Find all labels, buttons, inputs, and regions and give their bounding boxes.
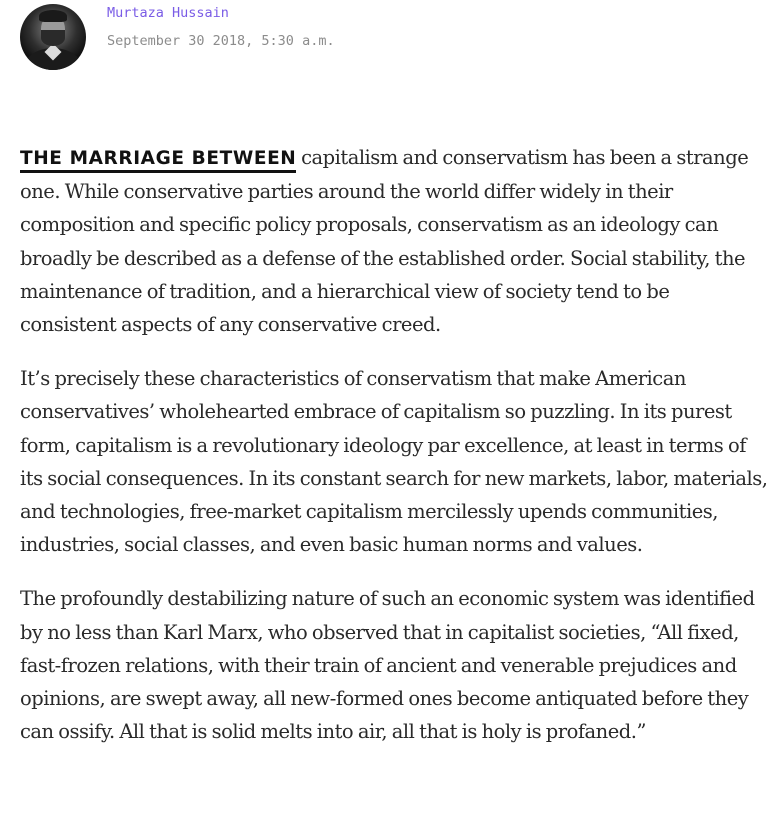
article-paragraph-3: The profoundly destabilizing nature of such an economic system was identified by no less than Karl Marx, who observed that in capitalist societies, “All fixed, fast-frozen relations, with their train of ancient and venerable prejudices and opinions, are swept away, all new-formed ones become antiquated before they can ossify. All that is solid melts into air, all that is holy is profaned.” bbox=[20, 587, 755, 744]
avatar-hair bbox=[39, 10, 67, 22]
author-name-link[interactable]: Murtaza Hussain bbox=[107, 5, 229, 21]
author-byline bbox=[20, 4, 335, 70]
avatar-beard bbox=[41, 30, 65, 46]
article-body bbox=[20, 141, 770, 769]
paragraph-1-text: capitalism and conservatism has been a strange one. While conservative parties around the world differ widely in their composition and specific policy proposals, conservatism as an ideology can broadly be described as a defense of the established order. Social stability, the maintenance of tradition, and a hierarchical view of society tend to be consistent aspects of any conservative creed. bbox=[20, 146, 749, 337]
publish-date: September 30 2018, 5:30 a.m. bbox=[107, 33, 335, 49]
author-avatar[interactable] bbox=[20, 4, 86, 70]
article-paragraph-1 bbox=[20, 141, 770, 341]
lead-in-text: THE MARRIAGE BETWEEN bbox=[20, 148, 296, 173]
byline-text bbox=[107, 4, 335, 50]
article-paragraph-2: It’s precisely these characteristics of conservatism that make American conservatives’ wholehearted embrace of capitalism so puzzling. In its purest form, capitalism is a revolutionary ideology par excellence, at least in terms of its social consequences. In its constant search for new markets, labor, materials, and technologies, free-market capitalism mercilessly upends communities, industries, social classes, and even basic human norms and values. bbox=[20, 367, 768, 557]
